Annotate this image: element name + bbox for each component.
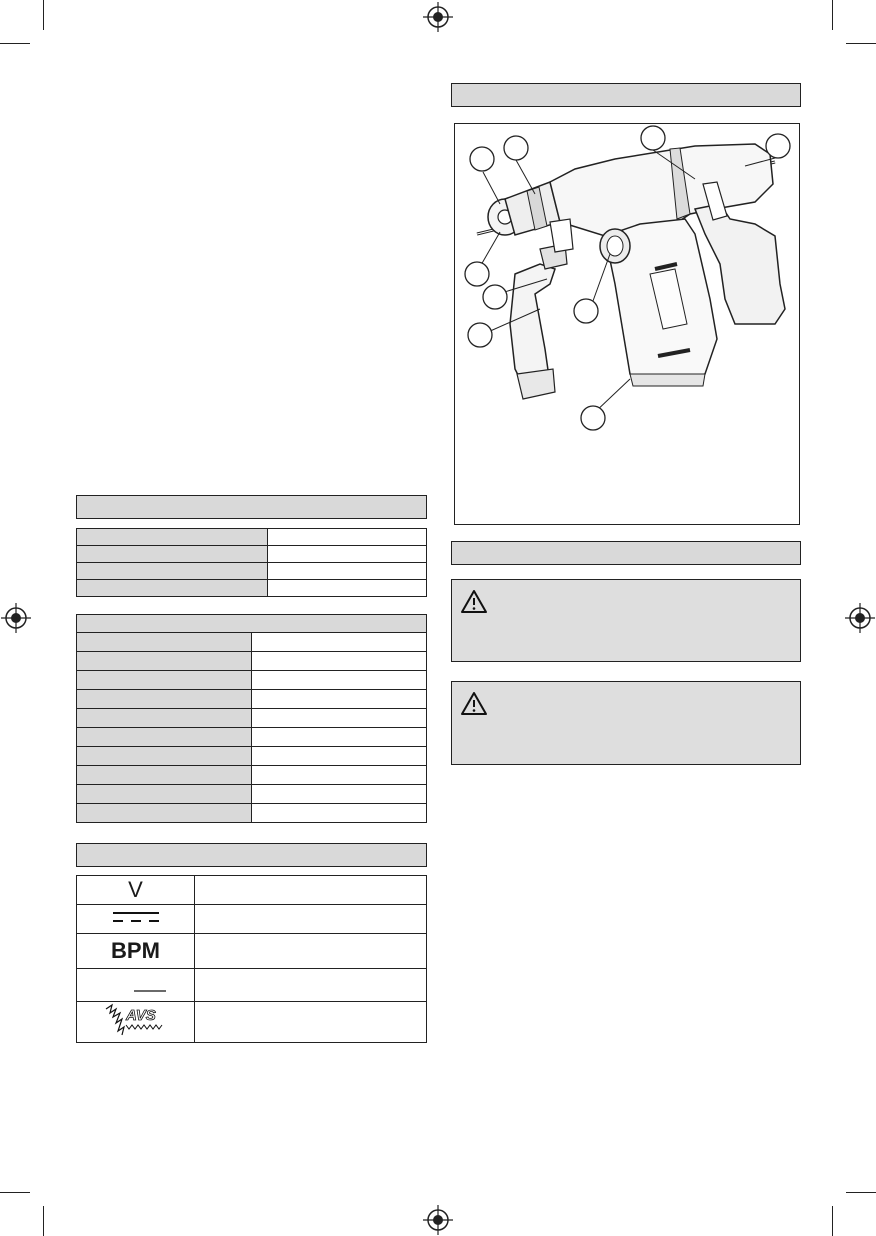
symbology-header: [76, 843, 427, 867]
table-row: [77, 652, 427, 671]
registration-mark-icon: [423, 2, 453, 32]
table-row: [77, 905, 427, 934]
callout-circle: [468, 323, 492, 347]
crop-mark: [846, 1192, 876, 1193]
crop-mark: [0, 1192, 30, 1193]
tool-figure: [454, 123, 800, 525]
crop-mark: [43, 1206, 44, 1236]
callout-circle: [504, 136, 528, 160]
warning-box-2: [451, 681, 801, 765]
table-row: [77, 529, 427, 546]
registration-mark-icon: [423, 1205, 453, 1235]
table-row: [77, 934, 427, 969]
table-header-row: [77, 615, 427, 633]
no-load-speed-icon: [106, 971, 166, 995]
functional-description-header: [451, 83, 801, 107]
table-row: [77, 785, 427, 804]
warning-triangle-icon: [460, 691, 488, 716]
assembly-header: [451, 541, 801, 565]
rotary-hammer-drill-drawing: [455, 124, 799, 524]
table-row: [77, 747, 427, 766]
crop-mark: [43, 0, 44, 30]
callout-circle: [766, 134, 790, 158]
table-row: [77, 580, 427, 597]
warning-box-1: [451, 579, 801, 662]
bpm-symbol: BPM: [111, 938, 160, 963]
registration-mark-icon: [845, 603, 875, 633]
specifications-table-2: [76, 614, 427, 823]
table-row: [77, 709, 427, 728]
table-row: [77, 804, 427, 823]
table-row: [77, 690, 427, 709]
callout-circle: [483, 285, 507, 309]
callout-circle: [470, 147, 494, 171]
table-row: [77, 546, 427, 563]
table-row: [77, 563, 427, 580]
table-row: [77, 728, 427, 747]
table-row: [77, 671, 427, 690]
callout-circle: [574, 299, 598, 323]
table-row: [77, 633, 427, 652]
svg-text:AVS: AVS: [125, 1006, 156, 1024]
callout-circle: [581, 406, 605, 430]
direct-current-icon: [111, 909, 161, 925]
table-row: [77, 876, 427, 905]
avs-logo-icon: [104, 1003, 168, 1037]
crop-mark: [0, 43, 30, 44]
registration-mark-icon: [1, 603, 31, 633]
table-row: [77, 969, 427, 1002]
crop-mark: [832, 1206, 833, 1236]
crop-mark: [832, 0, 833, 30]
table-row: [77, 766, 427, 785]
callout-circle: [465, 262, 489, 286]
crop-mark: [846, 43, 876, 44]
callout-circle: [641, 126, 665, 150]
specifications-header: [76, 495, 427, 519]
volts-symbol: V: [128, 877, 143, 902]
table-row: [77, 1002, 427, 1043]
specifications-table-1: [76, 528, 427, 597]
symbology-table: [76, 875, 427, 1043]
warning-triangle-icon: [460, 589, 488, 614]
